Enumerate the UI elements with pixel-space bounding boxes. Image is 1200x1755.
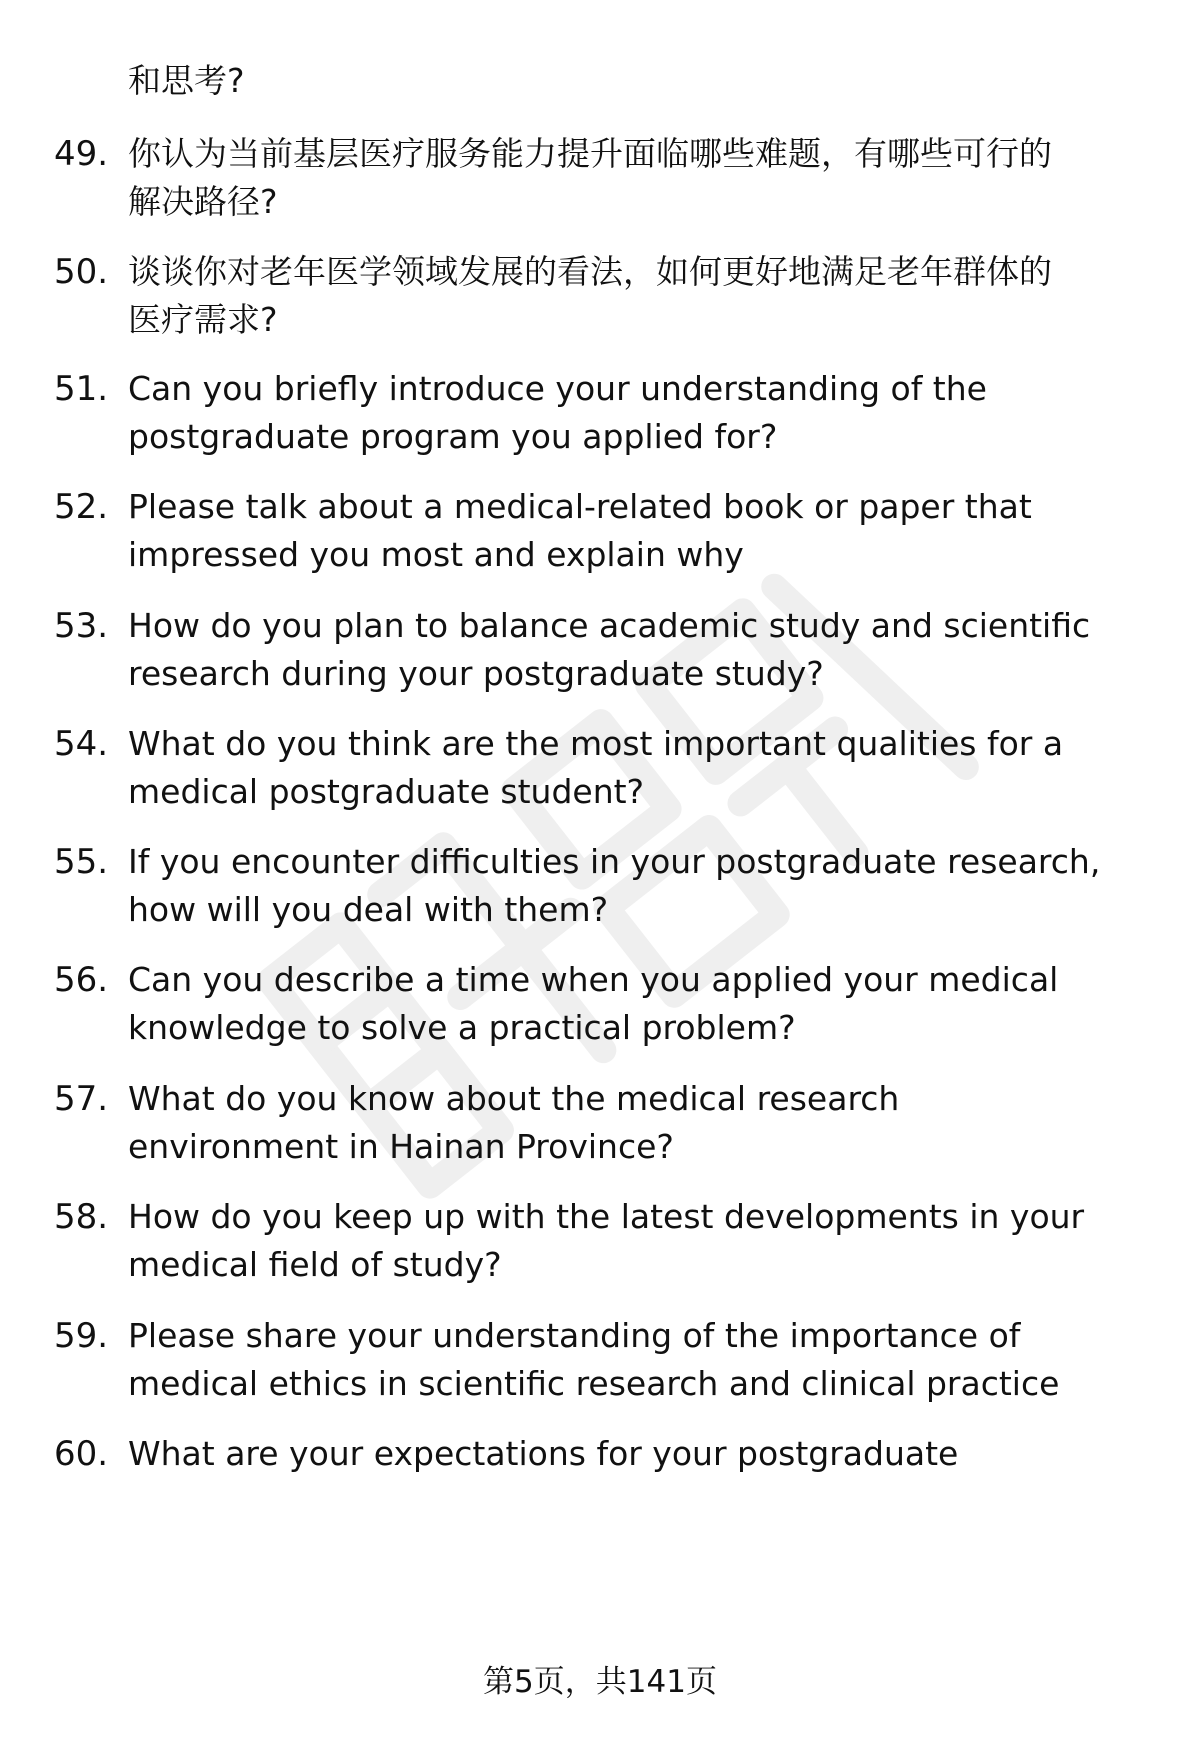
question-number: 56. xyxy=(54,960,109,1000)
question-text: What do you know about the medical research environment in Hainan Province? xyxy=(128,1079,900,1166)
question-text: Can you describe a time when you applied your medical knowledge to solve a practical problem? xyxy=(128,960,1059,1047)
question-number: 49. xyxy=(54,134,109,174)
question-number: 57. xyxy=(54,1079,109,1119)
question-text: What do you think are the most important qualities for a medical postgraduate student? xyxy=(128,724,1064,811)
question-number: 54. xyxy=(54,724,109,764)
question-text: Please talk about a medical-related book or paper that impressed you most and explain why xyxy=(128,487,1032,574)
question-text: If you encounter difficulties in your postgraduate research, how will you deal with them? xyxy=(128,842,1101,929)
question-number: 50. xyxy=(54,252,109,292)
question-number: 58. xyxy=(54,1197,109,1237)
question-text: Can you briefly introduce your understanding of the postgraduate program you applied for? xyxy=(128,369,987,456)
question-text: Please share your understanding of the importance of medical ethics in scientific research and clinical practice xyxy=(128,1316,1060,1403)
question-text: 和思考? xyxy=(128,61,245,100)
question-number: 59. xyxy=(54,1316,109,1356)
question-text: What are your expectations for your postgraduate xyxy=(128,1434,959,1473)
question-number: 53. xyxy=(54,606,109,646)
question-number: 52. xyxy=(54,487,109,527)
question-text: 谈谈你对老年医学领域发展的看法，如何更好地满足老年群体的 医疗需求? xyxy=(128,252,1052,339)
question-text: How do you keep up with the latest developments in your medical field of study? xyxy=(128,1197,1085,1284)
question-text: How do you plan to balance academic study and scientific research during your postgraduate study? xyxy=(128,606,1091,693)
page-number-footer: 第5页，共141页 xyxy=(483,1664,717,1700)
question-text: 你认为当前基层医疗服务能力提升面临哪些难题，有哪些可行的 解决路径? xyxy=(128,134,1052,221)
question-number: 55. xyxy=(54,842,109,882)
question-number: 60. xyxy=(54,1434,109,1474)
question-number: 51. xyxy=(54,369,109,409)
